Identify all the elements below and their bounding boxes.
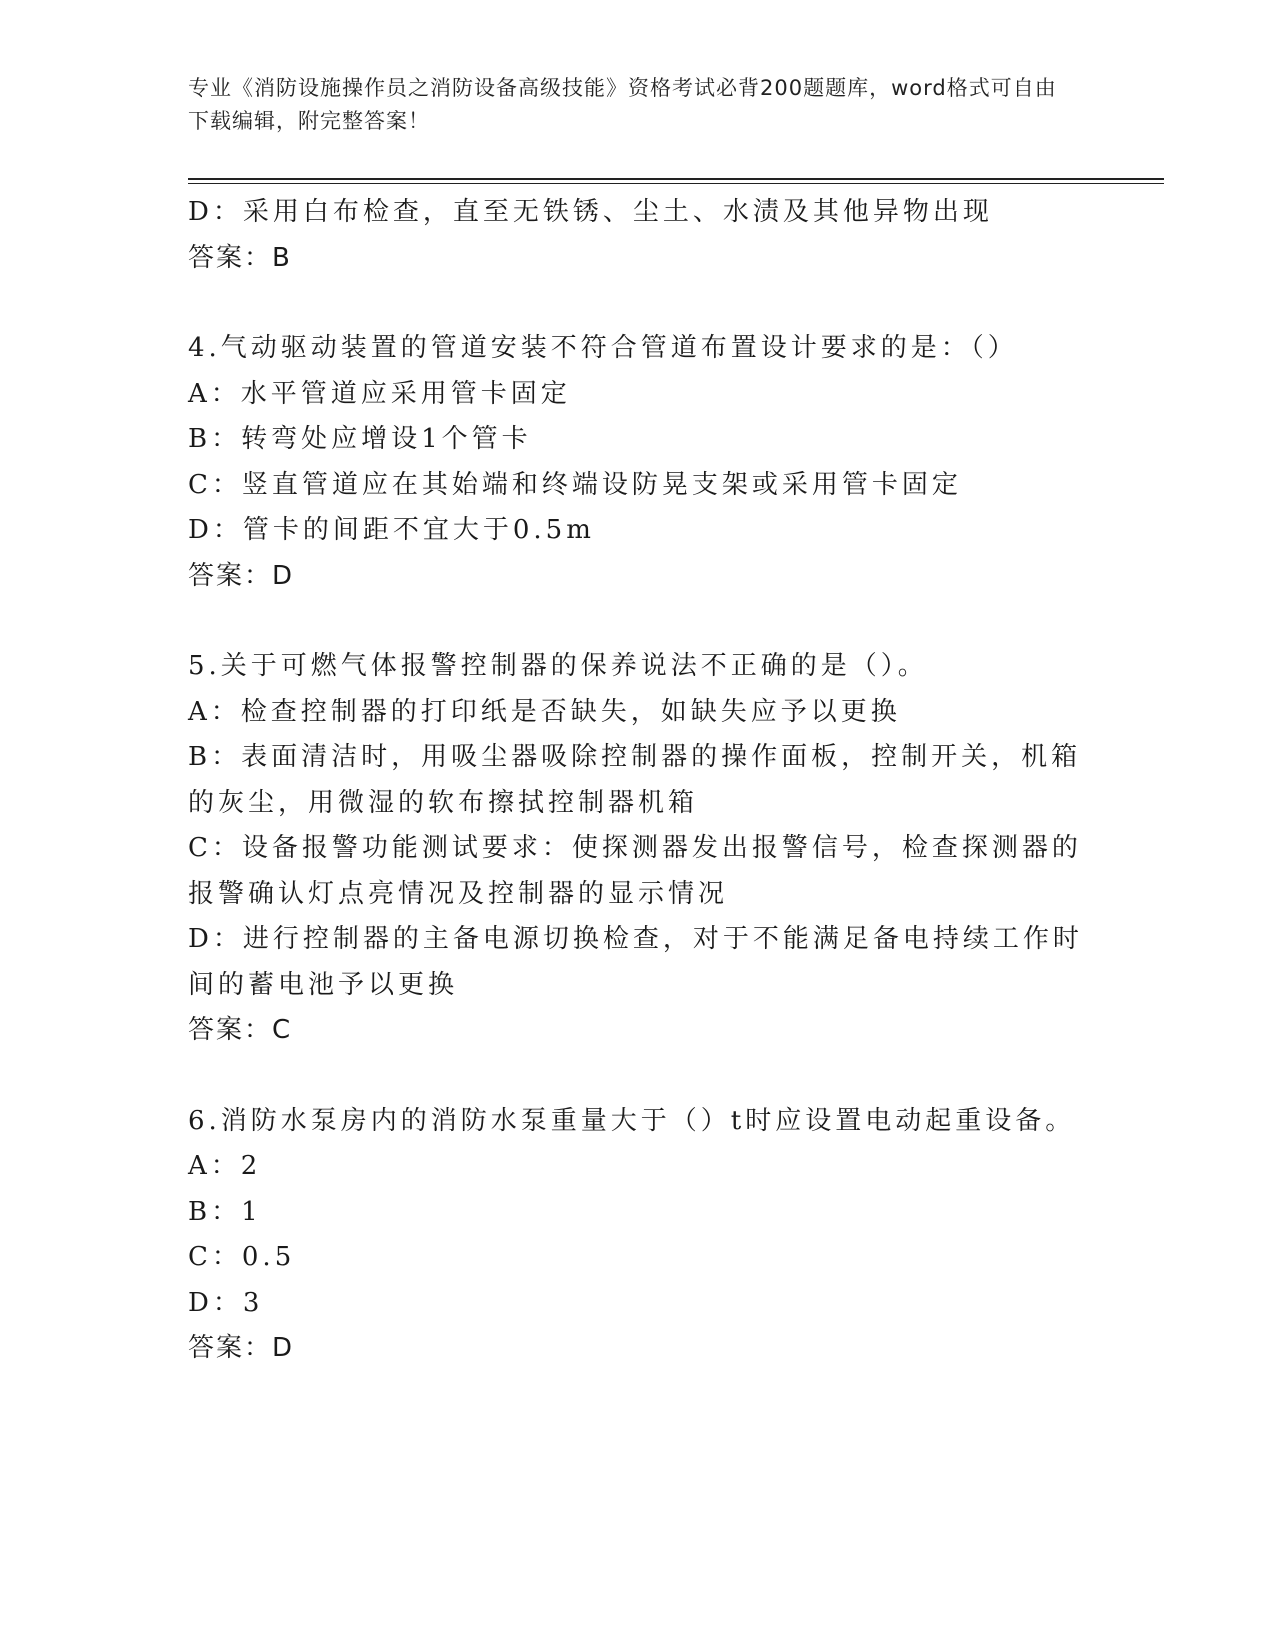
option-d: D：进行控制器的主备电源切换检查，对于不能满足备电持续工作时间的蓄电池予以更换 [188,924,1083,1000]
option-d: D：3 [188,1287,264,1318]
option-a: A：水平管道应采用管卡固定 [188,378,571,409]
option-b: B：1 [188,1196,262,1227]
answer: 答案：C [188,1015,293,1045]
question-6 [188,1099,1088,1372]
carryover-option-d: D：采用白布检查，直至无铁锈、尘土、水渍及其他异物出现 [188,197,993,227]
document-header: 专业《消防设施操作员之消防设备高级技能》资格考试必背200题题库，word格式可自由下载编辑，附完整答案！ [188,76,1057,133]
question-5 [188,644,1088,1054]
option-a: A：检查控制器的打印纸是否缺失，如缺失应予以更换 [188,696,901,727]
question-4 [188,326,1088,599]
option-a: A：2 [188,1151,262,1181]
option-c: C：设备报警功能测试要求：使探测器发出报警信号，检查探测器的报警确认灯点亮情况及控制器的显示情况 [188,833,1082,909]
option-c: C：0.5 [188,1242,296,1272]
header-divider-thin [188,183,1164,184]
option-c: C：竖直管道应在其始端和终端设防晃支架或采用管卡固定 [188,469,962,500]
carryover-answer: 答案：B [188,242,292,273]
answer: 答案：D [188,560,295,591]
option-b: B：转弯处应增设1个管卡 [188,424,532,454]
answer: 答案：D [188,1333,295,1363]
question-stem: 6.消防水泵房内的消防水泵重量大于（）t时应设置电动起重设备。 [188,1105,1076,1136]
question-content [188,190,1088,1372]
question-stem: 5.关于可燃气体报警控制器的保养说法不正确的是（）。 [188,651,928,681]
header-divider-thick [188,178,1164,180]
option-d: D：管卡的间距不宜大于0.5m [188,515,595,545]
option-b: B：表面清洁时，用吸尘器吸除控制器的操作面板，控制开关，机箱的灰尘，用微湿的软布擦拭控制器机箱 [188,742,1082,818]
question-stem: 4.气动驱动装置的管道安装不符合管道布置设计要求的是：（） [188,333,1018,363]
